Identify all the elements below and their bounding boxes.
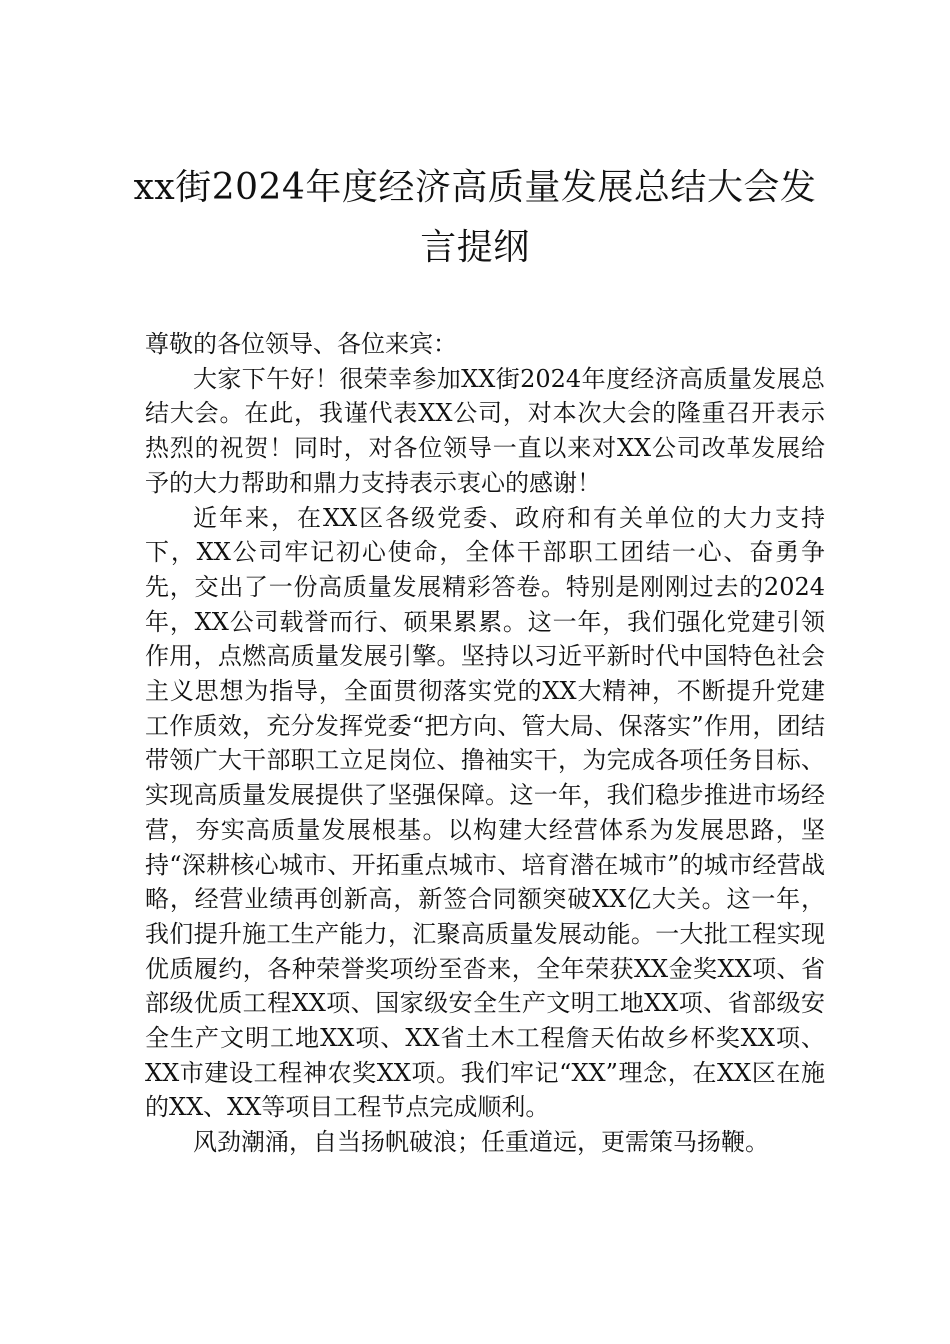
paragraph-outlook: 风劲潮涌，自当扬帆破浪；任重道远，更需策马扬鞭。 [193, 1128, 769, 1157]
document-body [145, 327, 825, 1160]
salutation: 尊敬的各位领导、各位来宾： [145, 330, 457, 358]
paragraph-greeting: 大家下午好！很荣幸参加XX街2024年度经济高质量发展总结大会。在此，我谨代表XX公司，对本次大会的隆重召开表示热烈的祝贺！同时，对各位领导一直以来对XX公司改革发展给予的大力帮助和鼎力支持表示衷心的感谢！ [145, 364, 825, 497]
paragraph-achievements: 近年来，在XX区各级党委、政府和有关单位的大力支持下，XX公司牢记初心使命，全体干部职工团结一心、奋勇争先，交出了一份高质量发展精彩答卷。特别是刚刚过去的2024年，XX公司载誉而行、硕果累累。这一年，我们强化党建引领作用，点燃高质量发展引擎。坚持以习近平新时代中国特色社会主义思想为指导，全面贯彻落实党的XX大精神，不断提升党建工作质效，充分发挥党委“把方向、管大局、保落实”作用，团结带领广大干部职工立足岗位、撸袖实干，为完成各项任务目标、实现高质量发展提供了坚强保障。这一年，我们稳步推进市场经营，夯实高质量发展根基。以构建大经营体系为发展思路，坚持“深耕核心城市、开拓重点城市、培育潜在城市”的城市经营战略，经营业绩再创新高，新签合同额突破XX亿大关。这一年，我们提升施工生产能力，汇聚高质量发展动能。一大批工程实现优质履约，各种荣誉奖项纷至沓来，全年荣获XX金奖XX项、省部级优质工程XX项、国家级安全生产文明工地XX项、省部级安全生产文明工地XX项、XX省土木工程詹天佑故乡杯奖XX项、XX市建设工程神农奖XX项。我们牢记“XX”理念，在XX区在施的XX、XX等项目工程节点完成顺利。 [145, 503, 825, 1122]
document-title: xx街2024年度经济高质量发展总结大会发言提纲 [133, 167, 817, 268]
